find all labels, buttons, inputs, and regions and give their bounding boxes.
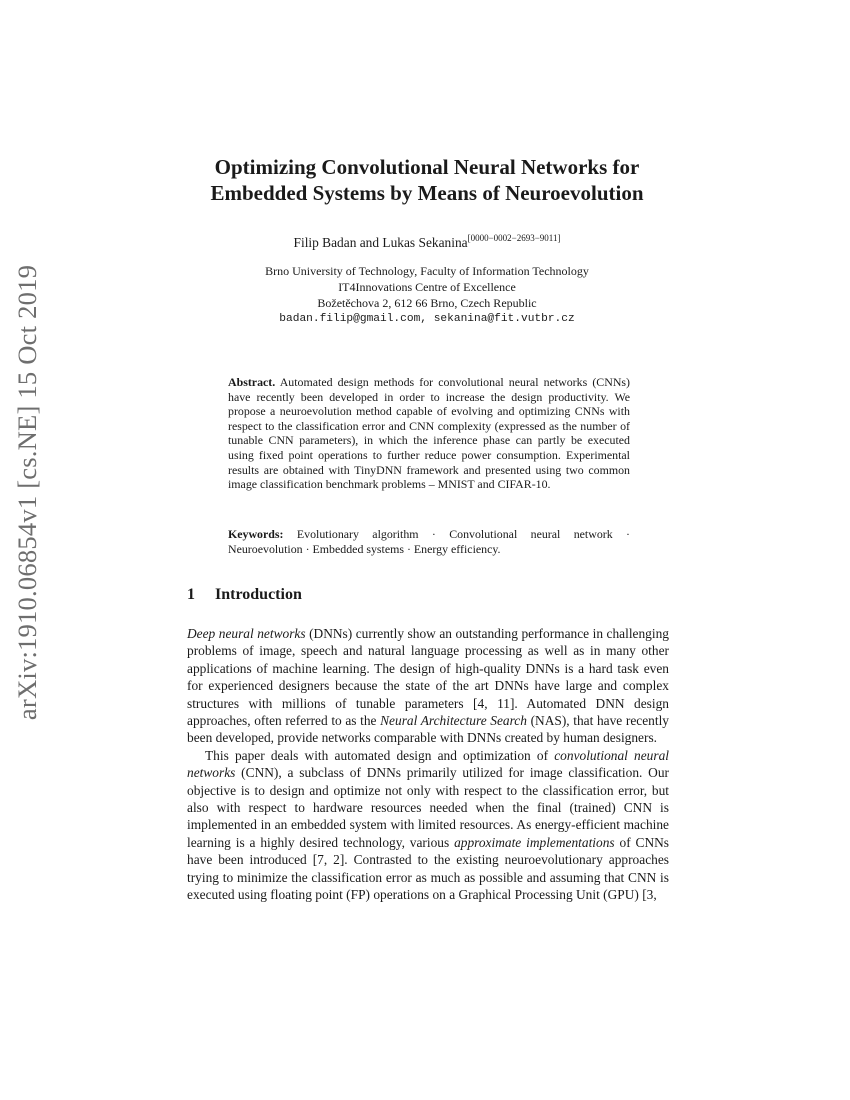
p2-emphasis-1: convolutional neural networks	[187, 747, 669, 781]
author-emails: badan.filip@gmail.com, sekanina@fit.vutbr.cz	[279, 313, 575, 325]
section-title: Introduction	[215, 586, 302, 603]
section-heading	[187, 586, 302, 604]
affiliation-block	[150, 263, 704, 327]
p2-text-1: This paper deals with automated design and optimization of	[205, 747, 555, 763]
arxiv-sidebar	[6, 264, 50, 721]
p2-text-2: (CNN), a subclass of DNNs primarily utilized for image classification. Our objective is to design and optimize not only with respect to the classification error, but also with respect to hardware resources needed when the final (trained) CNN is implemented in an embedded system with limited resources. As energy-efficient machine learning is a highly desired technology, various	[187, 765, 669, 850]
p1-emphasis-2: Neural Architecture Search	[380, 713, 527, 729]
keywords	[228, 527, 630, 556]
abstract	[228, 375, 630, 492]
p2-text-3: of CNNs have been introduced [7, 2]. Contrasted to the existing neuroevolutionary approaches trying to minimize the classification error as much as possible and assuming that CNN is executed using floating point (FP) operations on a Graphical Processing Unit (GPU) [3,	[187, 834, 669, 903]
body-text	[187, 625, 669, 904]
affiliation-line-1: Brno University of Technology, Faculty of Information Technology	[265, 264, 589, 278]
p2-emphasis-2: approximate implementations	[454, 834, 615, 850]
paragraph-1	[187, 625, 669, 747]
section-number: 1	[187, 586, 195, 603]
p1-text-1: (DNNs) currently show an outstanding performance in challenging problems of image, speech and natural language processing as well as in many other applications of machine learning. The design of high-quality DNNs is a hard task even for experienced designers because the state of the art DNNs have large and complex structures with millions of tunable parameters [4, 11]. Automated DNN design approaches, often referred to as the	[187, 626, 669, 729]
paper-title	[150, 154, 704, 206]
paragraph-2	[187, 747, 669, 904]
p1-emphasis-1: Deep neural networks	[187, 626, 306, 641]
arxiv-stamp: arXiv:1910.06854v1 [cs.NE] 15 Oct 2019	[12, 264, 43, 721]
abstract-label: Abstract.	[228, 375, 276, 389]
author-list	[150, 233, 704, 251]
authors-names: Filip Badan and Lukas Sekanina	[293, 235, 468, 250]
affiliation-line-2: IT4Innovations Centre of Excellence	[338, 280, 516, 294]
keywords-label: Keywords:	[228, 527, 284, 541]
abstract-text: Automated design methods for convolutional neural networks (CNNs) have recently been developed in order to increase the design productivity. We propose a neuroevolution method capable of evolving and optimizing CNNs with respect to the classification error and CNN complexity (expressed as the number of tunable CNN parameters), in which the inference phase can partly be executed using fixed point operations to further reduce power consumption. Experimental results are obtained with TinyDNN framework and presented using two common image classification benchmark problems – MNIST and CIFAR-10.	[228, 375, 630, 492]
title-line-2: Embedded Systems by Means of Neuroevolution	[210, 181, 644, 205]
p1-text-2: (NAS), that have recently been developed, provide networks comparable with DNNs created by human designers.	[187, 713, 669, 746]
keywords-text: Evolutionary algorithm · Convolutional neural network · Neuroevolution · Embedded systems · Energy efficiency.	[228, 527, 630, 556]
orcid-id: [0000−0002−2693−9011]	[467, 233, 561, 243]
title-line-1: Optimizing Convolutional Neural Networks for	[214, 155, 640, 179]
affiliation-line-3: Božetěchova 2, 612 66 Brno, Czech Republic	[317, 296, 537, 310]
